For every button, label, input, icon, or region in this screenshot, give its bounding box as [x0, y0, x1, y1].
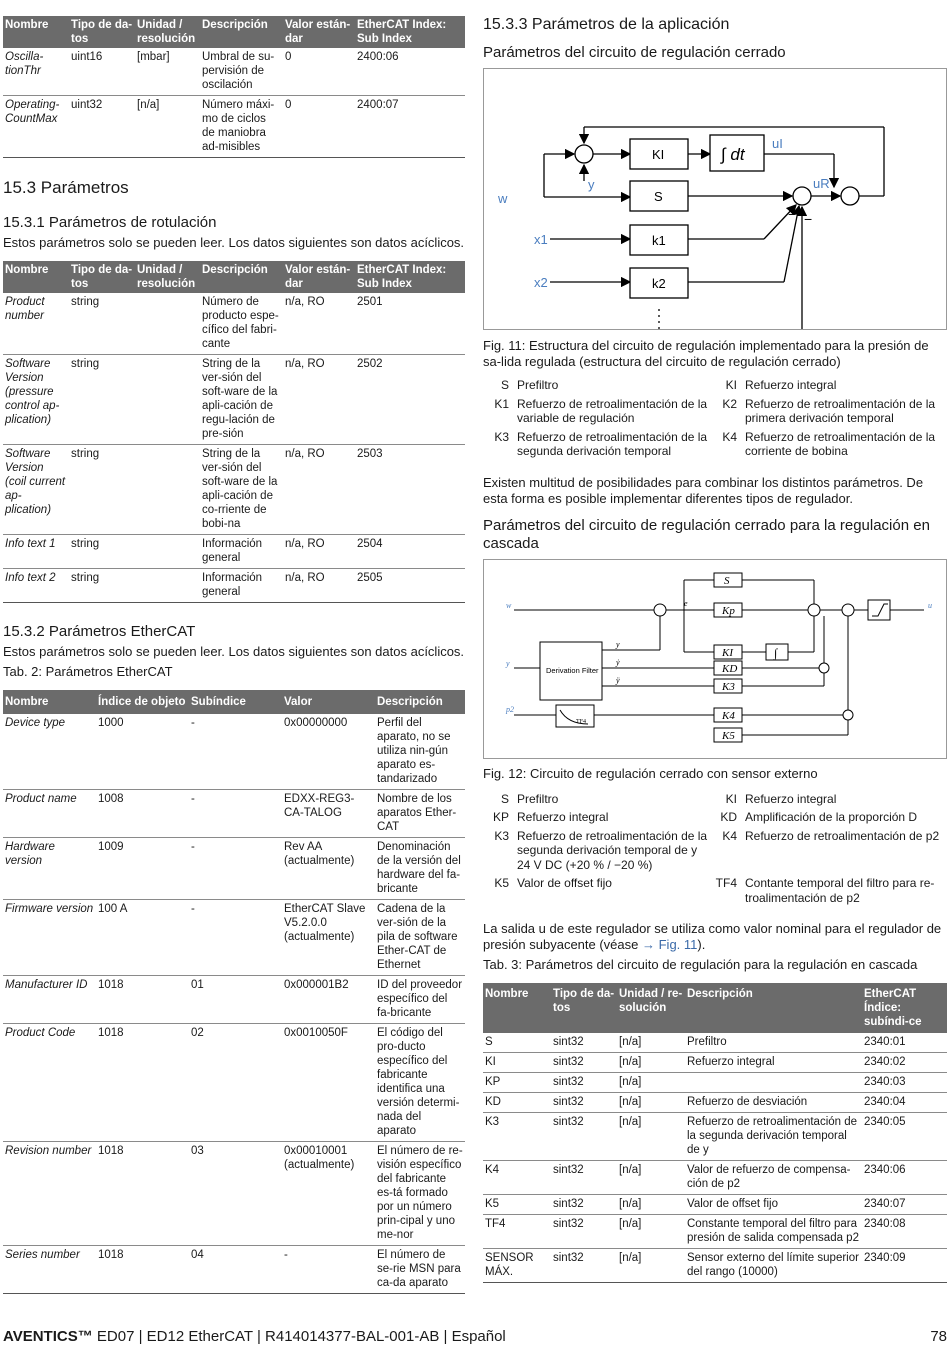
fig11-diagram [483, 68, 947, 330]
section-heading-15-3-1: 15.3.1 Parámetros de rotulación [3, 214, 217, 231]
cell: TF4 [483, 1215, 551, 1249]
fig12-label-ki: KI [722, 646, 733, 659]
legend-item [711, 430, 941, 459]
table-row [483, 1093, 947, 1113]
table-row [483, 1215, 947, 1249]
top-table [3, 16, 465, 158]
cell: string [69, 569, 135, 603]
cell: 1018 [96, 1024, 189, 1142]
cell: sint32 [551, 1073, 617, 1093]
footer-doc-ref: ED07 | ED12 EtherCAT | R414014377-BAL-001-AB | Español [92, 1328, 506, 1345]
legend-text: Refuerzo de retroalimentación de p2 [745, 828, 940, 843]
fig12-label-kp: Kp [722, 604, 735, 617]
paragraph-text: La salida u de este regulador se utiliza como valor nominal para el regulador de presión subyacente (véase [483, 921, 942, 952]
legend-item [483, 792, 711, 807]
legend-symbol: K3 [494, 828, 509, 843]
cell: 0x00010001 (actualmente) [282, 1142, 375, 1246]
cell: Valor de offset fijo [685, 1195, 862, 1215]
cell: 2400:07 [355, 96, 465, 158]
legend-item [711, 829, 941, 873]
cell [135, 293, 200, 355]
cell: sint32 [551, 1249, 617, 1283]
fig11-caption: Fig. 11: Estructura del circuito de regulación implementado para la presión de sa-lida regulada (estructura del circuito de regulación cerrado) [483, 338, 929, 369]
fig11-label-k1: k1 [652, 233, 666, 248]
legend-symbol: K4 [722, 429, 737, 444]
table-row [3, 1246, 465, 1294]
cell: Revision number [3, 1142, 96, 1246]
cell: 2504 [355, 535, 465, 569]
cell: 2340:09 [862, 1249, 947, 1283]
section-heading-15-3-3: 15.3.3 Parámetros de la aplicación [483, 16, 730, 33]
table-row [3, 293, 465, 355]
cell: - [189, 900, 282, 976]
column-header: EtherCAT Index: Sub Index [355, 16, 465, 48]
fig12-label-y3: ÿ [616, 675, 620, 685]
column-header: EtherCAT Index: Sub Index [355, 261, 465, 293]
cell: [n/a] [617, 1195, 685, 1215]
fig12-legend [483, 792, 947, 910]
legend-text: Prefiltro [517, 791, 559, 806]
cell: KI [483, 1053, 551, 1073]
cell: Perfil del aparato, no se utiliza nin-gún aparato es-tandarizado [375, 714, 465, 790]
cell: [n/a] [617, 1161, 685, 1195]
fig12-label-y1: y [616, 639, 620, 649]
legend-text: Refuerzo integral [745, 791, 837, 806]
table-row [483, 1053, 947, 1073]
cell: 0x0010050F [282, 1024, 375, 1142]
fig12-label-u: u [928, 600, 932, 610]
section-heading-15-3: 15.3 Parámetros [3, 178, 129, 197]
right-column [483, 16, 947, 1283]
table-header-row [483, 983, 947, 1033]
legend-symbol: K3 [494, 429, 509, 444]
column-header: Nombre [3, 261, 69, 293]
fig12-caption: Fig. 12: Circuito de regulación cerrado con sensor externo [483, 765, 818, 781]
cell: K4 [483, 1161, 551, 1195]
fig12-heading: Parámetros del circuito de regulación cerrado para la regulación en cascada [483, 516, 930, 552]
cell: n/a, RO [283, 569, 355, 603]
cell: - [189, 790, 282, 838]
cell: sint32 [551, 1033, 617, 1053]
legend-item [483, 378, 711, 393]
cell: string [69, 355, 135, 445]
legend-text: Refuerzo de retroalimentación de la segunda derivación temporal de y 24 V DC (+20 % / −20 %) [517, 828, 708, 872]
table-row [3, 714, 465, 790]
legend-text: Contante temporal del filtro para re-troalimentación de p2 [745, 876, 935, 905]
column-header: Descripción [200, 16, 283, 48]
cell: sint32 [551, 1195, 617, 1215]
legend-text: Refuerzo de retroalimentación de la segunda derivación temporal [517, 429, 708, 458]
legend-item [483, 810, 711, 825]
legend-item [711, 810, 941, 825]
legend-symbol: K2 [722, 396, 737, 411]
cell: 2340:03 [862, 1073, 947, 1093]
table-header-row [3, 261, 465, 293]
column-header: Nombre [3, 690, 96, 714]
cell: Firmware version [3, 900, 96, 976]
fig11-link[interactable]: → Fig. 11 [642, 937, 698, 952]
cell: 2340:02 [862, 1053, 947, 1073]
table-row [3, 790, 465, 838]
cell [685, 1073, 862, 1093]
cell: [n/a] [617, 1093, 685, 1113]
legend-item [711, 876, 941, 905]
cell: K5 [483, 1195, 551, 1215]
column-header: Valor [282, 690, 375, 714]
fig12-label-p2: p2 [506, 704, 514, 714]
legend-text: Refuerzo integral [745, 378, 837, 392]
legend-item [711, 397, 941, 426]
fig12-label-k5: K5 [722, 729, 735, 742]
cell: [n/a] [135, 96, 200, 158]
table-row [3, 900, 465, 976]
page-footer [3, 1328, 947, 1345]
legend-item [711, 378, 941, 393]
fig11-minus-1: − [788, 206, 797, 222]
cell: Series number [3, 1246, 96, 1294]
cell: Hardware version [3, 838, 96, 900]
fig11-legend [483, 378, 947, 463]
cell: El código del pro-ducto específico del fabricante identifica una versión determi-nada del aparato [375, 1024, 465, 1142]
cell: 0x000001B2 [282, 976, 375, 1024]
cell: 1008 [96, 790, 189, 838]
fig12-label-y2: ẏ [616, 657, 620, 667]
cell: 1018 [96, 1142, 189, 1246]
column-header: Unidad / re-solución [617, 983, 685, 1033]
column-header: Tipo de da-tos [69, 16, 135, 48]
table-row [483, 1195, 947, 1215]
cell: ID del proveedor específico del fa-bricante [375, 976, 465, 1024]
table-row [3, 445, 465, 535]
intro-text: Estos parámetros solo se pueden leer. Los datos siguientes son datos acíclicos. [3, 235, 465, 250]
cell: Refuerzo de desviación [685, 1093, 862, 1113]
cell: 2505 [355, 569, 465, 603]
page-number: 78 [930, 1328, 947, 1345]
fig11-heading: Parámetros del circuito de regulación cerrado [483, 44, 786, 61]
legend-item [483, 397, 711, 426]
table-row [483, 1113, 947, 1161]
cell: - [189, 838, 282, 900]
fig12-label-e: e [684, 598, 688, 608]
table-row [483, 1033, 947, 1053]
cell: 1018 [96, 976, 189, 1024]
cell: Cadena de la ver-sión de la pila de software Ether-CAT de Ethernet [375, 900, 465, 976]
legend-item [483, 430, 711, 459]
cell: Oscilla-tionThr [3, 48, 69, 96]
cell: 2340:04 [862, 1093, 947, 1113]
cell: 2340:01 [862, 1033, 947, 1053]
fig11-label-y: y [588, 177, 595, 192]
fig11-label-ki: KI [652, 147, 665, 162]
fig12-label-k4: K4 [722, 709, 735, 722]
cell: sint32 [551, 1113, 617, 1161]
table-header-row [3, 690, 465, 714]
ethercat-table [3, 690, 465, 1294]
paragraph-end: ). [697, 937, 706, 952]
cell: n/a, RO [283, 355, 355, 445]
cell: Nombre de los aparatos Ether-CAT [375, 790, 465, 838]
fig11-label-dt: ∫ dt [721, 145, 745, 164]
cell: Constante temporal del filtro para presión de salida compensada p2 [685, 1215, 862, 1249]
footer-doc-info [3, 1328, 506, 1345]
column-header: Subíndice [189, 690, 282, 714]
table-row [3, 96, 465, 158]
cell: Número máxi-mo de ciclos de maniobra ad-misibles [200, 96, 283, 158]
cell: string [69, 293, 135, 355]
column-header: Unidad / resolución [135, 261, 200, 293]
cell: 1000 [96, 714, 189, 790]
column-header: Descripción [685, 983, 862, 1033]
cell: Manufacturer ID [3, 976, 96, 1024]
cell: Información general [200, 535, 283, 569]
cell: 100 A [96, 900, 189, 976]
cell: 04 [189, 1246, 282, 1294]
column-header: Tipo de da-tos [551, 983, 617, 1033]
cell: K3 [483, 1113, 551, 1161]
cell: Product Code [3, 1024, 96, 1142]
cell: El número de re-visión específico del fabricante es-tá formado por un número prin-cipal y uno me-nor [375, 1142, 465, 1246]
cell: Umbral de su-pervisión de oscilación [200, 48, 283, 96]
cell: 2501 [355, 293, 465, 355]
legend-text: Refuerzo de retroalimentación de la primera derivación temporal [745, 396, 936, 425]
fig12-label-tf4: TF4 [576, 718, 587, 725]
cell: 2340:05 [862, 1113, 947, 1161]
cell [135, 355, 200, 445]
table-row [3, 838, 465, 900]
table-row [483, 1161, 947, 1195]
table-row [483, 1249, 947, 1283]
fig11-svg [484, 69, 946, 329]
cell: 03 [189, 1142, 282, 1246]
legend-symbol: S [500, 791, 509, 806]
cell: 0x00000000 [282, 714, 375, 790]
table-row [483, 1073, 947, 1093]
cell: 0 [283, 48, 355, 96]
fig12-label-w: w [506, 600, 512, 610]
cell: sint32 [551, 1215, 617, 1249]
cell: Denominación de la versión del hardware del fa-bricante [375, 838, 465, 900]
cell [135, 445, 200, 535]
cell: 0 [283, 96, 355, 158]
rotulacion-table [3, 261, 465, 603]
column-header: Descripción [200, 261, 283, 293]
cell: Refuerzo integral [685, 1053, 862, 1073]
legend-symbol: K4 [722, 828, 737, 843]
paragraph: Existen multitud de posibilidades para combinar los distintos parámetros. De esta forma es posible implementar diferentes tipos de regulador. [483, 474, 924, 506]
fig12-label-filter: Derivation Filter [546, 665, 599, 675]
legend-symbol: KP [492, 810, 509, 824]
cell: Sensor externo del límite superior del rango (10000) [685, 1249, 862, 1283]
legend-item [711, 792, 941, 807]
fig11-label-s: S [654, 189, 663, 204]
cell: 1018 [96, 1246, 189, 1294]
legend-text: Amplificación de la proporción D [745, 810, 918, 824]
table-row [3, 1142, 465, 1246]
cell: Info text 1 [3, 535, 69, 569]
legend-symbol: KD [720, 810, 737, 824]
cell: uint16 [69, 48, 135, 96]
legend-text: Refuerzo de retroalimentación de la corriente de bobina [745, 429, 936, 458]
cell: 2340:07 [862, 1195, 947, 1215]
paragraph [483, 921, 947, 953]
cascade-table [483, 983, 947, 1283]
legend-text: Refuerzo de retroalimentación de la variable de regulación [517, 396, 708, 425]
legend-text: Valor de offset fijo [517, 876, 612, 890]
cell [135, 535, 200, 569]
cell: Software Version (coil current ap-plication) [3, 445, 69, 535]
cell: Info text 2 [3, 569, 69, 603]
legend-text: Refuerzo integral [517, 810, 609, 824]
cell: string [69, 445, 135, 535]
fig12-label-k3: K3 [722, 680, 735, 693]
left-column [3, 16, 465, 1294]
cell: sint32 [551, 1161, 617, 1195]
cell: Valor de refuerzo de compensa-ción de p2 [685, 1161, 862, 1195]
cell: 01 [189, 976, 282, 1024]
cell: KD [483, 1093, 551, 1113]
cell: [n/a] [617, 1215, 685, 1249]
cell: Software Version (pressure control ap-plication) [3, 355, 69, 445]
cell: n/a, RO [283, 535, 355, 569]
fig11-label-ui: uI [772, 136, 783, 151]
cell: [n/a] [617, 1249, 685, 1283]
cell: Rev AA (actualmente) [282, 838, 375, 900]
cell: n/a, RO [283, 293, 355, 355]
column-header: Nombre [483, 983, 551, 1033]
fig12-diagram [483, 559, 947, 759]
column-header: Índice de objeto [96, 690, 189, 714]
cell: 2502 [355, 355, 465, 445]
fig12-label-int: ∫ [774, 645, 778, 660]
table-row [3, 535, 465, 569]
cell: 2503 [355, 445, 465, 535]
column-header: Valor están-dar [283, 261, 355, 293]
table-row [3, 976, 465, 1024]
cell: EtherCAT Slave V5.2.0.0 (actualmente) [282, 900, 375, 976]
fig11-label-ur: uR [813, 176, 830, 191]
legend-text: Prefiltro [517, 378, 559, 392]
table-row [3, 569, 465, 603]
column-header: Descripción [375, 690, 465, 714]
cell: sint32 [551, 1093, 617, 1113]
cell: sint32 [551, 1053, 617, 1073]
column-header: Tipo de da-tos [69, 261, 135, 293]
fig11-label-k2: k2 [652, 276, 666, 291]
cell: Product name [3, 790, 96, 838]
cell: SENSOR MÁX. [483, 1249, 551, 1283]
column-header: EtherCAT Índice: subíndi-ce [862, 983, 947, 1033]
cell: [n/a] [617, 1073, 685, 1093]
footer-brand: AVENTICS™ [3, 1328, 93, 1345]
legend-symbol: TF4 [715, 876, 737, 890]
column-header: Valor están-dar [283, 16, 355, 48]
legend-item [483, 829, 711, 873]
cell: KP [483, 1073, 551, 1093]
cell: 2340:08 [862, 1215, 947, 1249]
table-caption: Tab. 2: Parámetros EtherCAT [3, 664, 173, 679]
cell: [n/a] [617, 1053, 685, 1073]
cell: EDXX-REG3-CA-TALOG [282, 790, 375, 838]
column-header: Unidad / resolución [135, 16, 200, 48]
cell: - [189, 714, 282, 790]
cell [135, 569, 200, 603]
cell: [n/a] [617, 1033, 685, 1053]
column-header: Nombre [3, 16, 69, 48]
section-heading-15-3-2: 15.3.2 Parámetros EtherCAT [3, 623, 196, 640]
legend-symbol: K5 [494, 876, 509, 890]
cell: string [69, 535, 135, 569]
cell: Refuerzo de retroalimentación de la segunda derivación temporal de y [685, 1113, 862, 1161]
cell: uint32 [69, 96, 135, 158]
cell: [mbar] [135, 48, 200, 96]
cell: [n/a] [617, 1113, 685, 1161]
fig11-label-x2: x2 [534, 275, 548, 290]
cell: Número de producto espe-cífico del fabri-cante [200, 293, 283, 355]
fig12-svg [484, 560, 946, 758]
table-row [3, 355, 465, 445]
legend-symbol: K1 [494, 396, 509, 411]
legend-symbol: KI [725, 791, 737, 806]
cell: 2340:06 [862, 1161, 947, 1195]
fig12-label-kd: KD [722, 662, 738, 675]
table-row [3, 1024, 465, 1142]
cell: String de la ver-sión del soft-ware de la apli-cación de co-rriente de bobi-na [200, 445, 283, 535]
cell: Product number [3, 293, 69, 355]
cell: Información general [200, 569, 283, 603]
cell: 02 [189, 1024, 282, 1142]
fig11-minus-2: − [804, 211, 813, 227]
legend-item [483, 876, 711, 905]
cell: S [483, 1033, 551, 1053]
legend-symbol: KI [725, 378, 737, 392]
fig11-label-x1: x1 [534, 232, 548, 247]
table-header-row [3, 16, 465, 48]
cell: n/a, RO [283, 445, 355, 535]
intro-text: Estos parámetros solo se pueden leer. Los datos siguientes son datos acíclicos. [3, 644, 465, 659]
fig11-label-w: w [498, 191, 508, 206]
cell: 1009 [96, 838, 189, 900]
table-caption: Tab. 3: Parámetros del circuito de regulación para la regulación en cascada [483, 957, 918, 972]
cell: Operating-CountMax [3, 96, 69, 158]
cell: 2400:06 [355, 48, 465, 96]
cell: - [282, 1246, 375, 1294]
cell: String de la ver-sión del soft-ware de la apli-cación de regu-lación de pre-sión [200, 355, 283, 445]
cell: Prefiltro [685, 1033, 862, 1053]
fig12-label-s: S [724, 574, 730, 587]
cell: Device type [3, 714, 96, 790]
table-row [3, 48, 465, 96]
cell: El número de se-rie MSN para ca-da aparato [375, 1246, 465, 1294]
legend-symbol: S [500, 378, 509, 392]
fig12-label-y-in: y [506, 658, 510, 668]
